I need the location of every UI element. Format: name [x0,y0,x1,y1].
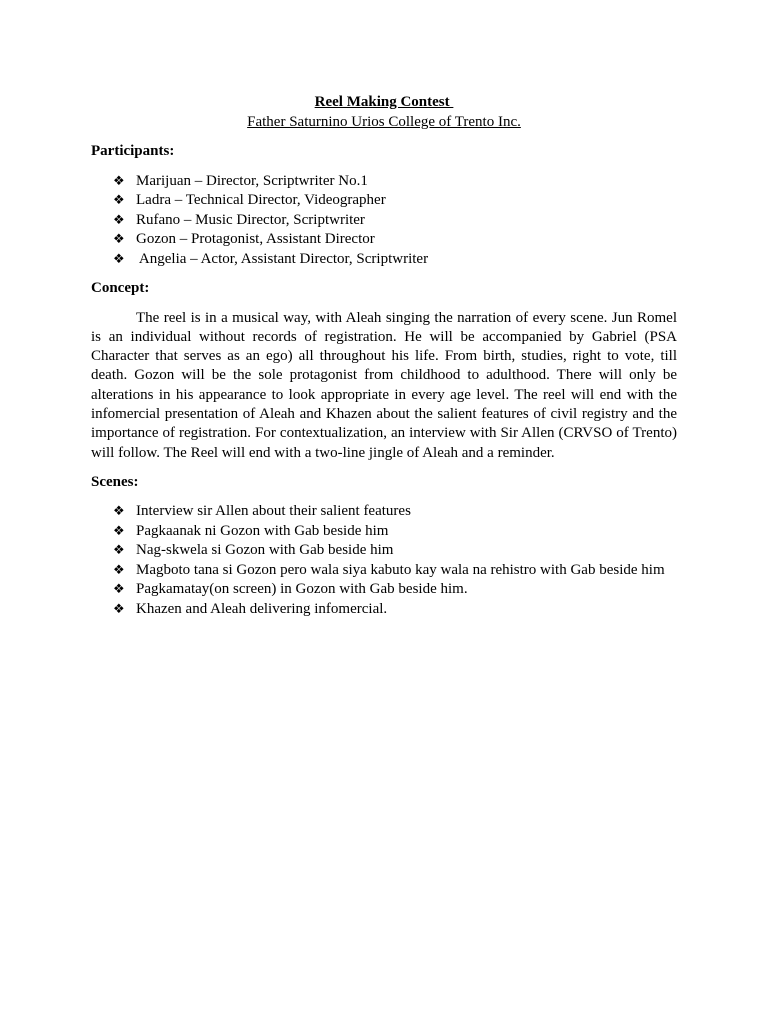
participant-text: Angelia – Actor, Assistant Director, Scriptwriter [136,250,429,267]
four-diamond-bullet-icon: ❖ [113,601,125,617]
scene-text: Pagkaanak ni Gozon with Gab beside him [136,522,389,539]
list-item [91,502,677,522]
four-diamond-bullet-icon: ❖ [113,232,125,247]
list-item [91,191,677,211]
list-item [91,211,677,231]
participants-heading: Participants: [91,143,175,159]
participant-text: Marijuan – Director, Scriptwriter No.1 [136,172,368,189]
four-diamond-bullet-icon: ❖ [113,504,125,520]
participant-text: Rufano – Music Director, Scriptwriter [136,211,365,228]
scene-text: Interview sir Allen about their salient features [136,503,411,520]
participant-text: Ladra – Technical Director, Videographer [136,192,386,208]
list-item [91,230,677,250]
list-item [91,250,677,270]
list-item [91,172,677,192]
title-block [91,93,677,132]
concept-heading: Concept: [91,280,150,296]
four-diamond-bullet-icon: ❖ [113,562,125,578]
four-diamond-bullet-icon: ❖ [113,193,125,208]
scene-text: Magboto tana si Gozon pero wala siya kabuto kay wala na rehistro with Gab beside him [136,561,665,578]
scene-text: Khazen and Aleah delivering infomercial. [136,600,388,617]
participants-list [91,172,677,270]
scene-text: Pagkamatay(on screen) in Gozon with Gab beside him. [136,581,468,598]
scenes-list [91,502,677,619]
four-diamond-bullet-icon: ❖ [113,523,125,539]
scenes-heading: Scenes: [91,473,139,490]
scene-text: Nag-skwela si Gozon with Gab beside him [136,542,394,559]
list-item [91,600,677,620]
four-diamond-bullet-icon: ❖ [113,212,125,228]
concept-paragraph: The reel is in a musical way, with Aleah singing the narration of every scene. Jun Romel is an individual without records of registration. He will be accompanied by Gabriel (PSA Character that serves as an ego) all throughout his life. From birth, studies, right to vote, till death. Gozon will be the sole protagonist from childhood to adulthood. There will only be alterations in his appearance to look appropriate in every age level. The reel will end with the infomercial presentation of Aleah and Khazen about the salient features of civil registry and the importance of registration. For contextualization, an interview with Sir Allen (CRVSO of Trento) will follow. The Reel will end with a two-line jingle of Aleah and a reminder. [91,309,677,461]
list-item [91,522,677,542]
four-diamond-bullet-icon: ❖ [113,173,125,189]
four-diamond-bullet-icon: ❖ [113,543,125,559]
list-item [91,541,677,561]
participant-text: Gozon – Protagonist, Assistant Director [136,231,375,247]
document-page [91,93,677,619]
four-diamond-bullet-icon: ❖ [113,251,125,267]
document-title: Reel Making Contest [314,94,454,110]
list-item [91,580,677,600]
four-diamond-bullet-icon: ❖ [113,582,125,598]
document-subtitle: Father Saturnino Urios College of Trento Inc. [247,113,521,130]
list-item [91,561,677,581]
